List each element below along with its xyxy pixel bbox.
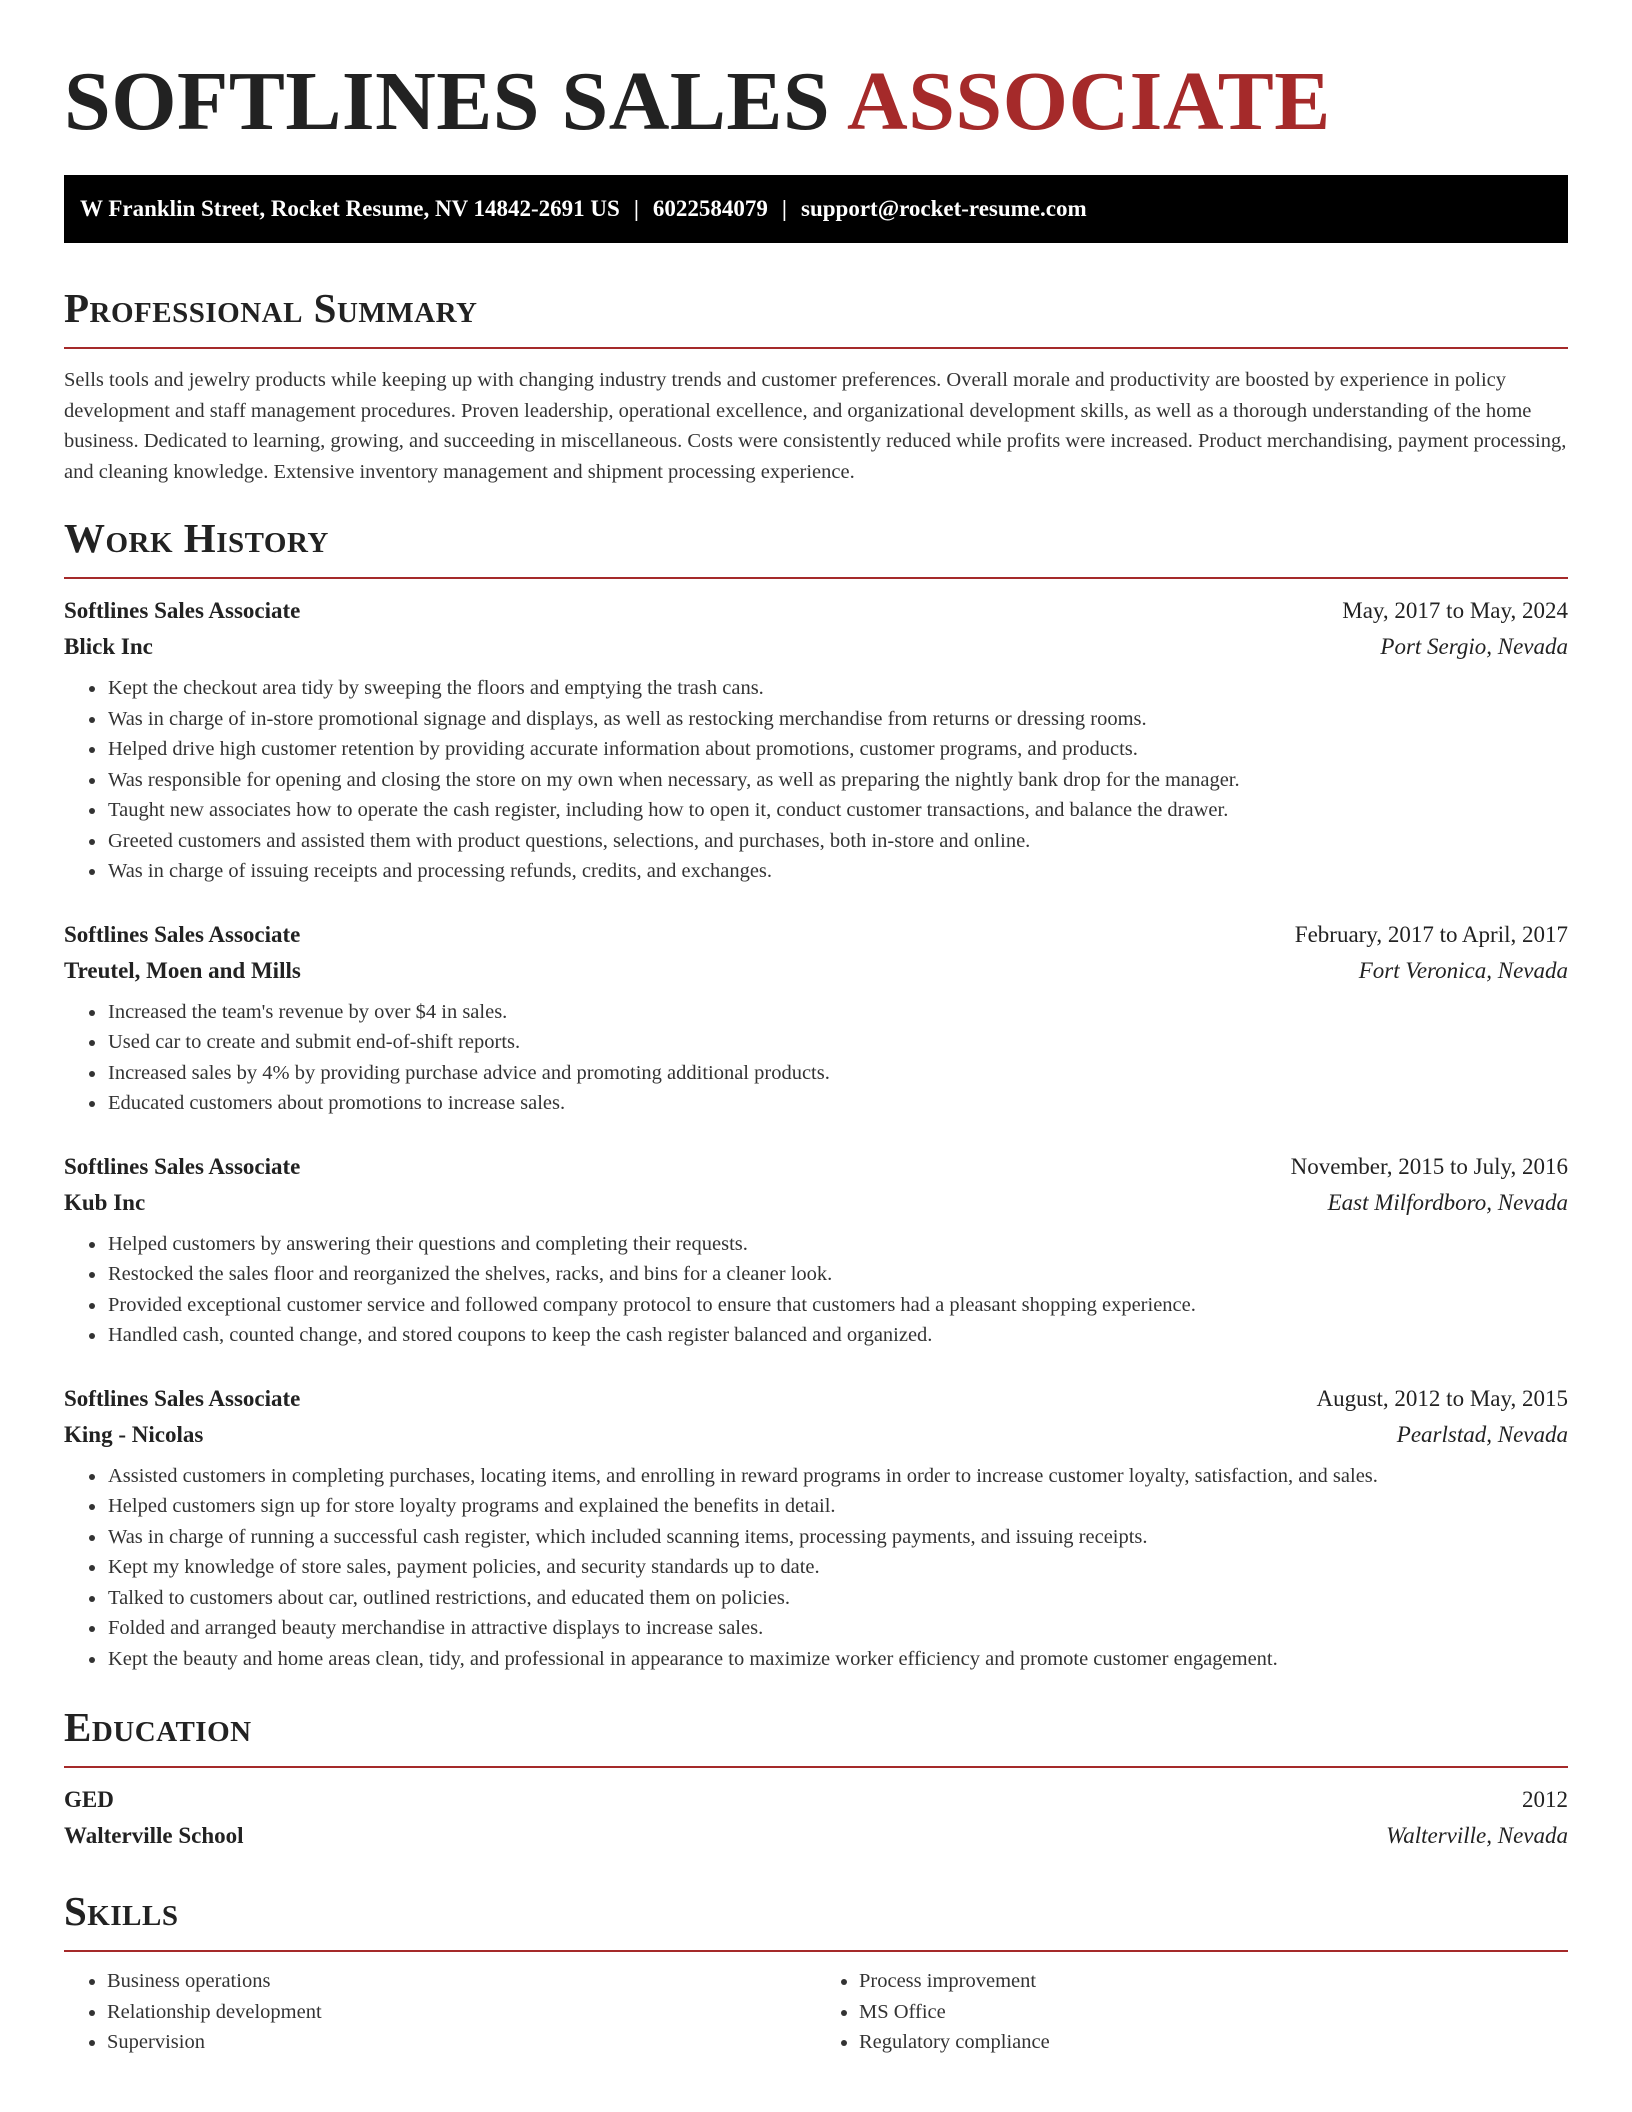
job-bullet: • Helped customers sign up for store loyalty programs and explained the benefits in detail. — [107, 1491, 1568, 1522]
education-location: Walterville, Nevada — [1386, 1823, 1568, 1848]
job-bullet: • Taught new associates how to operate the cash register, including how to open it, conduct customer transactions, and balance the drawer. — [107, 795, 1568, 826]
job-dates: February, 2017 to April, 2017 — [1294, 921, 1568, 947]
job-header-row — [64, 1381, 1568, 1417]
job-bullets — [64, 1461, 1568, 1675]
job-company: Blick Inc — [64, 634, 153, 659]
job-bullets — [64, 673, 1568, 887]
education-school: Walterville School — [64, 1823, 244, 1848]
skill-item: • Business operations — [107, 1966, 816, 1997]
job-company: King - Nicolas — [64, 1421, 204, 1447]
job-entry — [64, 1381, 1568, 1675]
job-bullet: • Kept my knowledge of store sales, payment policies, and security standards up to date. — [107, 1552, 1568, 1583]
job-title: Softlines Sales Associate — [64, 1385, 301, 1411]
skill-item: • Relationship development — [107, 1997, 816, 2028]
job-bullet: • Was in charge of issuing receipts and processing refunds, credits, and exchanges. — [107, 856, 1568, 887]
job-header-row — [64, 917, 1568, 953]
title-accent: ASSOCIATE — [847, 55, 1331, 148]
job-bullet: • Folded and arranged beauty merchandise in attractive displays to increase sales. — [107, 1613, 1568, 1644]
job-bullet: • Assisted customers in completing purchases, locating items, and enrolling in reward programs in order to increase customer loyalty, satisfaction, and sales. — [107, 1461, 1568, 1492]
job-company: Kub Inc — [64, 1189, 146, 1215]
job-header-row — [64, 593, 1568, 629]
job-bullets — [64, 1229, 1568, 1351]
skills-column-left — [64, 1966, 816, 2058]
skill-item: • Supervision — [107, 2027, 816, 2058]
contact-separator: | — [781, 196, 787, 221]
job-location: East Milfordboro, Nevada — [1327, 1189, 1568, 1215]
skills-column-right — [816, 1966, 1568, 2058]
job-header-row — [64, 1149, 1568, 1185]
job-bullet: • Was in charge of running a successful cash register, which included scanning items, processing payments, and issuing receipts. — [107, 1522, 1568, 1553]
job-company-row — [64, 953, 1568, 989]
skills-grid — [64, 1966, 1568, 2058]
education-entry — [64, 1782, 1568, 1854]
education-degree: GED — [64, 1787, 114, 1812]
contact-address: W Franklin Street, Rocket Resume, NV 14842-2691 US — [80, 196, 620, 221]
job-bullet: • Kept the checkout area tidy by sweeping the floors and emptying the trash cans. — [107, 673, 1568, 704]
job-company-row — [64, 1417, 1568, 1453]
education-heading: Education — [64, 1702, 1568, 1768]
job-dates: August, 2012 to May, 2015 — [1316, 1385, 1568, 1411]
resume-title — [64, 52, 1568, 152]
job-bullet: • Provided exceptional customer service and followed company protocol to ensure that customers had a pleasant shopping experience. — [107, 1290, 1568, 1321]
job-bullet: • Was responsible for opening and closing the store on my own when necessary, as well as preparing the nightly bank drop for the manager. — [107, 765, 1568, 796]
summary-text: Sells tools and jewelry products while keeping up with changing industry trends and customer preferences. Overall morale and productivity are boosted by experience in policy development and staff management procedures. Proven leadership, operational excellence, and organizational development skills, as well as a thorough understanding of the home business. Dedicated to learning, growing, and succeeding in miscellaneous. Costs were consistently reduced while profits were increased. Product merchandising, payment processing, and cleaning knowledge. Extensive inventory management and shipment processing experience. — [64, 369, 1567, 483]
job-company: Treutel, Moen and Mills — [64, 957, 301, 983]
contact-bar — [64, 175, 1568, 243]
job-dates: November, 2015 to July, 2016 — [1290, 1153, 1568, 1179]
job-bullet: • Helped customers by answering their questions and completing their requests. — [107, 1229, 1568, 1260]
job-company-row — [64, 629, 1568, 665]
job-bullet: • Kept the beauty and home areas clean, tidy, and professional in appearance to maximize worker efficiency and promote customer engagement. — [107, 1644, 1568, 1675]
education-degree-row — [64, 1782, 1568, 1818]
job-bullet: • Was in charge of in-store promotional signage and displays, as well as restocking merchandise from returns or dressing rooms. — [107, 704, 1568, 735]
skill-item: • Regulatory compliance — [859, 2027, 1568, 2058]
job-bullet: • Increased sales by 4% by providing purchase advice and promoting additional products. — [107, 1058, 1568, 1089]
work-history-heading: Work History — [64, 513, 1568, 579]
summary-heading: Professional Summary — [64, 283, 1568, 349]
job-bullet: • Restocked the sales floor and reorganized the shelves, racks, and bins for a cleaner look. — [107, 1259, 1568, 1290]
job-bullet: • Increased the team's revenue by over $4 in sales. — [107, 997, 1568, 1028]
job-bullet: • Greeted customers and assisted them with product questions, selections, and purchases, both in-store and online. — [107, 826, 1568, 857]
job-location: Port Sergio, Nevada — [1380, 634, 1568, 659]
job-bullet: • Educated customers about promotions to increase sales. — [107, 1088, 1568, 1119]
job-location: Pearlstad, Nevada — [1396, 1421, 1568, 1447]
job-entry — [64, 917, 1568, 1119]
job-entry — [64, 1149, 1568, 1351]
education-year: 2012 — [1522, 1787, 1568, 1812]
job-title: Softlines Sales Associate — [64, 921, 301, 947]
skill-item: • MS Office — [859, 1997, 1568, 2028]
job-bullet: • Helped drive high customer retention by providing accurate information about promotions, customer programs, and products. — [107, 734, 1568, 765]
education-school-row — [64, 1818, 1568, 1854]
job-bullet: • Talked to customers about car, outlined restrictions, and educated them on policies. — [107, 1583, 1568, 1614]
job-bullets — [64, 997, 1568, 1119]
title-main: SOFTLINES SALES — [64, 55, 831, 148]
job-bullet: • Used car to create and submit end-of-shift reports. — [107, 1027, 1568, 1058]
contact-email: support@rocket-resume.com — [801, 196, 1087, 221]
job-title: Softlines Sales Associate — [64, 1153, 301, 1179]
job-entry — [64, 593, 1568, 887]
contact-separator: | — [633, 196, 639, 221]
contact-phone: 6022584079 — [652, 196, 768, 221]
skills-heading: Skills — [64, 1886, 1568, 1952]
job-location: Fort Veronica, Nevada — [1358, 957, 1568, 983]
job-company-row — [64, 1185, 1568, 1221]
job-title: Softlines Sales Associate — [64, 598, 301, 623]
skill-item: • Process improvement — [859, 1966, 1568, 1997]
job-dates: May, 2017 to May, 2024 — [1342, 598, 1568, 623]
job-bullet: • Handled cash, counted change, and stored coupons to keep the cash register balanced and organized. — [107, 1320, 1568, 1351]
